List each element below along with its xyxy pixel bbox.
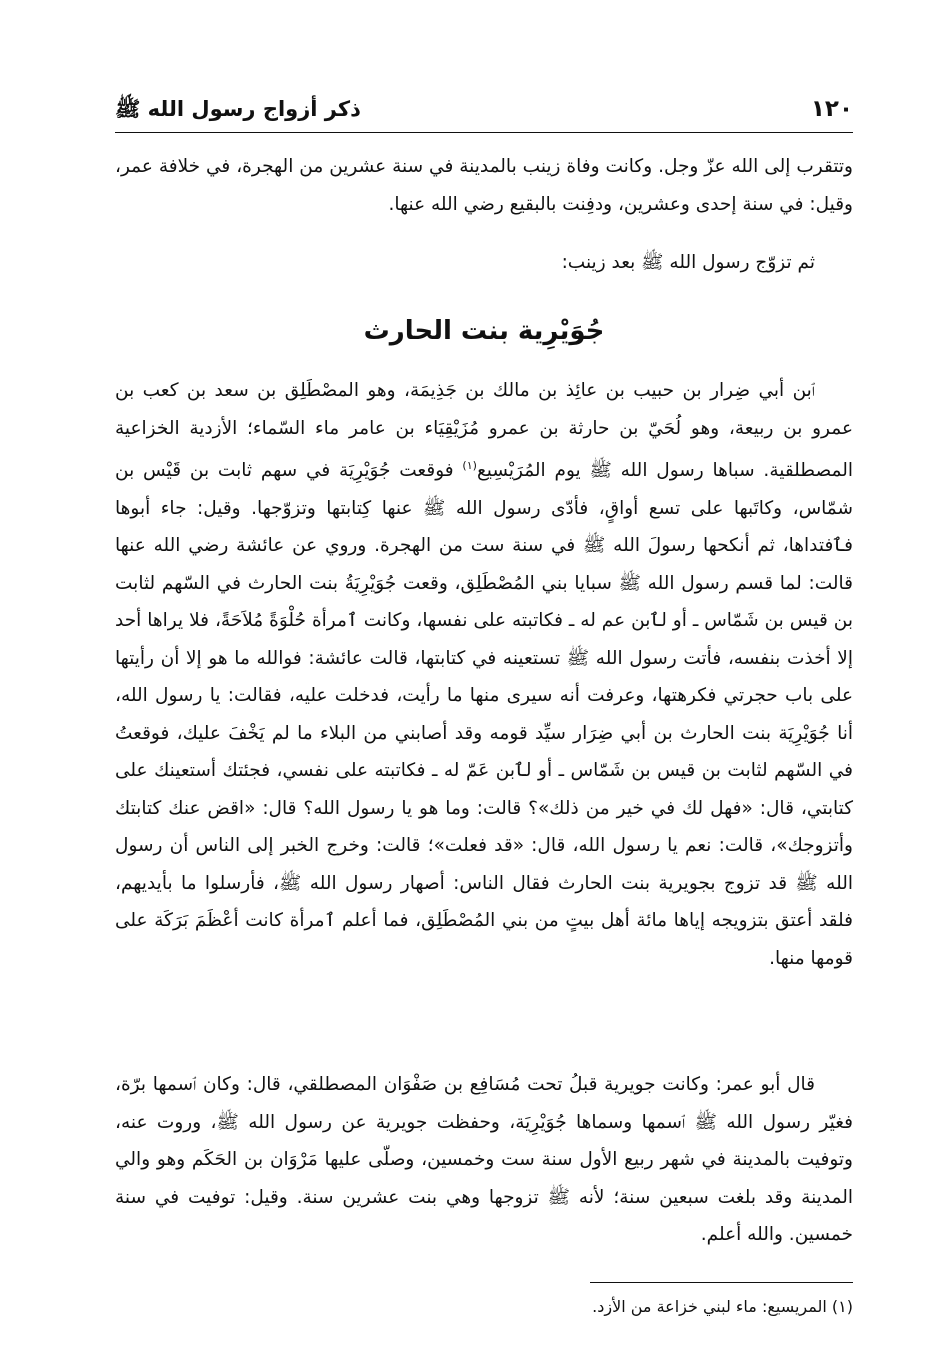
page-header bbox=[115, 92, 853, 133]
intro-paragraph-1: وتتقرب إلى الله عزّ وجل. وكانت وفاة زينب بالمدينة في سنة عشرين من الهجرة، في خلافة عمر، وقيل: في سنة إحدى وعشرين، ودفِنت بالبقيع رضي الله عنها. bbox=[115, 156, 853, 215]
running-title: ذكر أزواج رسول الله ﷺ bbox=[115, 97, 361, 121]
main-paragraph-2-block bbox=[115, 1066, 853, 1254]
main-paragraph-1-block bbox=[115, 372, 853, 977]
footnote-divider bbox=[590, 1282, 853, 1283]
main-paragraph-1-part-b: فوقعت جُوَيْرِيَة في سهم ثابت بن قَيْس بن شمّاس، وكاتَبها على تسع أواقٍ، فأدّى رسول الله ﷺ عنها كِتابتها وتزوّجها. وقيل: جاء أبوها فٱفتداها، ثم أنكحها رسولَ الله ﷺ في سنة ست من الهجرة. وروي عن عائشة رضي الله عنها قالت: لما قسم رسول الله ﷺ سبايا بني المُصْطَلِق، وقعت جُوَيْرِيَةُ بنت الحارث في السّهم لثابت بن قيس بن شَمّاس ـ أو لٱبن عم له ـ فكاتبته على نفسها، وكانت ٱمرأة حُلْوَةً مُلاَحَةً، فلا يراها أحد إلا أخذت بنفسه، فأتت رسول الله ﷺ تستعينه في كتابتها، قالت عائشة: فوالله ما هو إلا أن رأيتها على باب حجرتي فكرهتها، وعرفت أنه سيرى منها ما رأيت، فدخلت عليه، فقالت: يا رسول الله، أنا جُوَيْرِيَة بنت الحارث بن أبي ضِرَار سيِّد قومه وقد أصابني من البلاء ما لم يَخْفَ عليك، فوقعتُ في السّهم لثابت بن قيس بن شَمّاس ـ أو لٱبن عَمّ له ـ فكاتبته على نفسي، فجئتك أستعينك على كتابتي، قال: «فهل لك في خير من ذلك»؟ قالت: وما هو يا رسول الله؟ قال: «اقض عنك كتابتك وأتزوجك»، قالت: نعم يا رسول الله، قال: «قد فعلت»؛ قالت: وخرج الخبر إلى الناس أن رسول الله ﷺ قد تزوج بجويرية بنت الحارث فقال الناس: أصهار رسول الله ﷺ، فأرسلوا ما بأيديهم، فلقد أعتق بتزويجه إياها مائة أهل بيتٍ من بني المُصْطَلِق، فما أعلم ٱمرأة كانت أعْظَمَ بَرَكَة على قومها منها. bbox=[115, 460, 853, 969]
footnote-text: المريسيع: ماء لبني خزاعة من الأزد. bbox=[592, 1297, 827, 1316]
main-paragraph-2: قال أبو عمر: وكانت جويرية قبلُ تحت مُسَافِع بن صَفْوَان المصطلقي، قال: وكان ٱسمها برّة، فغيّر رسول الله ﷺ ٱسمها وسماها جُوَيْرِيَة، وحفظت جويرية عن رسول الله ﷺ، وروت عنه، وتوفيت بالمدينة في شهر ربيع الأول سنة ست وخمسين، وصلّى عليها مَرْوَان بن الحَكَم وهو والي المدينة وقد بلغت سبعين سنة؛ لأنه ﷺ تزوجها وهي بنت عشرين سنة. وقيل: توفيت في سنة خمسين. والله أعلم. bbox=[115, 1074, 853, 1245]
footnote-reference: (١) bbox=[462, 459, 477, 472]
footnote bbox=[115, 1292, 853, 1322]
footnote-marker: (١) bbox=[831, 1297, 853, 1316]
intro-paragraph-2-block bbox=[115, 244, 853, 282]
intro-paragraph-1-block bbox=[115, 148, 853, 223]
page-number: ١٢٠ bbox=[810, 96, 853, 122]
intro-paragraph-2: ثم تزوّج رسول الله ﷺ بعد زينب: bbox=[561, 252, 815, 273]
section-title: جُوَيْرِية بنت الحارث bbox=[363, 316, 605, 346]
main-paragraph-1-part-a: ٱبن أبي ضِرار بن حبيب بن عائِذ بن مالك بن جَذِيمَة، وهو المصْطَلِق بن سعد بن كعب بن عمرو بن ربيعة، وهو لُحَيّ بن حارثة بن عمرو مُزَيْقِيَاء بن عامر ماء السّماء؛ الأزدية الخزاعية المصطلقية. سباها رسول الله ﷺ يوم المُرَيْسِيع bbox=[115, 380, 853, 482]
main-paragraph-1 bbox=[115, 372, 853, 977]
